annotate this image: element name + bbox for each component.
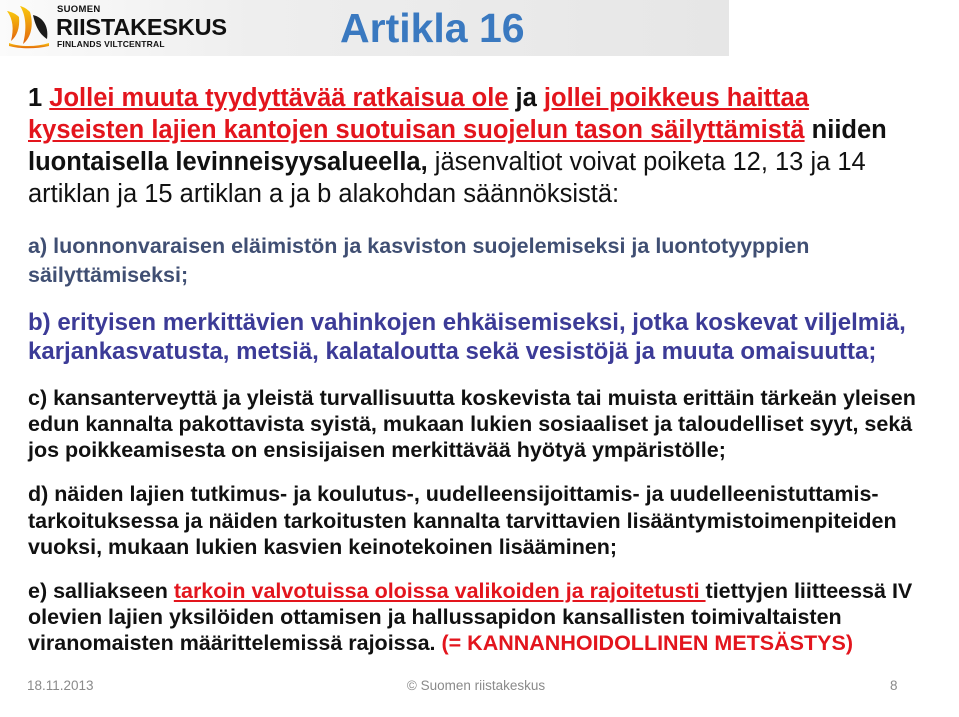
logo-text-name: RIISTAKESKUS: [56, 14, 227, 40]
footer-copyright: © Suomen riistakeskus: [406, 678, 546, 693]
logo-text-bottom: FINLANDS VILTCENTRAL: [57, 39, 165, 49]
item-d-line: vuoksi, mukaan lukien kasvien keinotekoinen lisääminen;: [28, 535, 618, 559]
logo-text-top: SUOMEN: [57, 4, 101, 15]
emphasis-condition-1: Jollei muuta tyydyttävää ratkaisua ole: [49, 84, 509, 112]
logo: [4, 3, 244, 51]
intro-line: [28, 146, 887, 178]
item-d: [28, 481, 897, 561]
item-e-note: (= KANNANHOIDOLLINEN METSÄSTYS): [435, 631, 853, 655]
item-e: [28, 578, 912, 656]
intro-paragraph: [28, 82, 887, 210]
item-c-line: c) kansanterveyttä ja yleistä turvallisuutta koskevista tai muista erittäin tärkeän yleisen: [28, 386, 916, 410]
intro-bold-text: luontaisella levinneisyysalueella,: [28, 148, 428, 176]
intro-line: [28, 114, 887, 146]
emphasis-condition-2-cont: kyseisten lajien kantojen suotuisan suojelun tason säilyttämistä: [28, 116, 805, 144]
footer-page-number: 8: [890, 678, 898, 693]
intro-connector: ja: [508, 84, 544, 112]
item-d-line: tarkoituksessa ja näiden tarkoitusten kannalta tarvittavien lisääntymistoimenpiteiden: [28, 508, 897, 533]
item-e-line: olevien lajien yksilöiden ottamisen ja hallussapidon kansallisten toimivaltaisten: [28, 605, 842, 629]
item-a-line: a) luonnonvaraisen eläimistön ja kasviston suojelemiseksi ja luontotyyppien: [28, 234, 810, 258]
item-e-text: viranomaisten määrittelemissä rajoissa.: [28, 631, 436, 655]
riistakeskus-emblem-icon: [4, 3, 52, 49]
item-e-lead: e) salliakseen: [28, 579, 174, 603]
item-c-line: edun kannalta pakottavista syistä, mukaan lukien sosiaaliset ja taloudelliset syyt, sekä: [28, 412, 913, 436]
item-d-line: d) näiden lajien tutkimus- ja koulutus-, uudelleensijoittamis- ja uudelleenistuttamis-: [28, 482, 879, 506]
item-e-line: [28, 578, 912, 604]
item-b-line: karjankasvatusta, metsiä, kalataloutta sekä vesistöjä ja muuta omaisuutta;: [28, 338, 877, 365]
article-number: 1: [28, 84, 50, 112]
item-a-line: säilyttämiseksi;: [28, 263, 189, 287]
intro-line: artiklan ja 15 artiklan a ja b alakohdan säännöksistä:: [28, 180, 620, 208]
emphasis-condition-2: jollei poikkeus haittaa: [543, 84, 809, 112]
item-e-emphasis: tarkoin valvotuissa oloissa valikoiden ja rajoitetusti: [173, 579, 706, 603]
item-b: [28, 308, 906, 366]
item-e-text: tiettyjen liitteessä IV: [705, 579, 913, 603]
item-b-line: b) erityisen merkittävien vahinkojen ehkäisemiseksi, jotka koskevat viljelmiä,: [28, 309, 906, 336]
intro-bold-text: niiden: [804, 116, 887, 144]
item-e-line: [28, 630, 912, 656]
footer-date: 18.11.2013: [27, 678, 94, 693]
item-c: [28, 385, 916, 463]
item-a: [28, 232, 809, 290]
intro-text: jäsenvaltiot voivat poiketa 12, 13 ja 14: [427, 148, 866, 176]
page-title: Artikla 16: [340, 5, 525, 51]
intro-line: [28, 82, 887, 114]
item-c-line: jos poikkeamisesta on ensisijaisen merkittävää hyötyä ympäristölle;: [28, 438, 726, 462]
